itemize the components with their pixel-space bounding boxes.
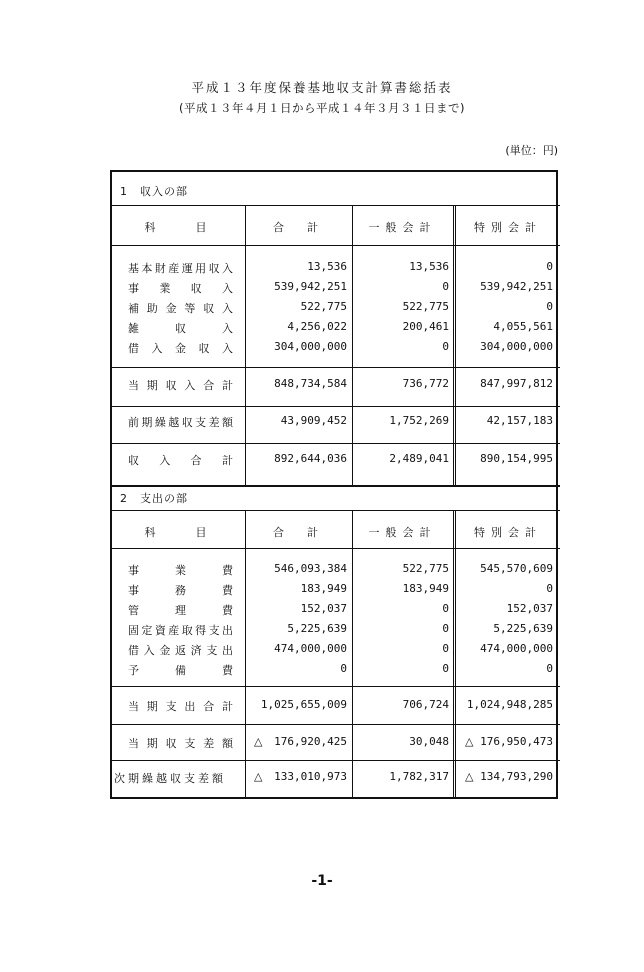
rule — [112, 443, 560, 444]
row-label: 借入金返済支出 — [128, 644, 233, 657]
cell-general: 200,461 — [402, 320, 449, 333]
cell-general: 13,536 — [409, 260, 449, 273]
negative-mark: △ — [465, 735, 474, 748]
row-label: 事業費 — [128, 564, 233, 577]
cell-special: 474,000,000 — [480, 642, 553, 655]
cell-general: 522,775 — [402, 562, 449, 575]
cell-general: 736,772 — [402, 377, 449, 390]
cell-special: 5,225,639 — [493, 622, 553, 635]
cell-general: 0 — [442, 642, 449, 655]
cell-special: 890,154,995 — [480, 452, 553, 465]
table-row — [112, 602, 560, 622]
carryover-row — [112, 414, 560, 434]
row-label: 管理費 — [128, 604, 233, 617]
table-row — [112, 642, 560, 662]
header-special: 特別会計 — [474, 221, 542, 234]
row-label: 事務費 — [128, 584, 233, 597]
cell-general: 0 — [442, 280, 449, 293]
row-label: 補助金等収入 — [128, 302, 233, 315]
cell-general: 183,949 — [402, 582, 449, 595]
header-item: 科 目 — [144, 526, 213, 539]
summary-table — [110, 170, 558, 799]
table-row — [112, 320, 560, 340]
cell-total: 539,942,251 — [274, 280, 347, 293]
row-label: 借入金収入 — [128, 342, 233, 355]
row-label: 収入合計 — [128, 454, 233, 467]
cell-special: 847,997,812 — [480, 377, 553, 390]
expense-section-label: 2 支出の部 — [120, 492, 188, 505]
header-total: 合 計 — [273, 526, 324, 539]
cell-special: 134,793,290 — [480, 770, 553, 783]
unit-label: (単位：円) — [505, 144, 558, 157]
negative-mark: △ — [254, 770, 263, 783]
cell-general: 0 — [442, 340, 449, 353]
next-carryover-row — [112, 770, 560, 790]
table-row — [112, 280, 560, 300]
cell-total: 5,225,639 — [287, 622, 347, 635]
header-total: 合 計 — [273, 221, 324, 234]
cell-special: 304,000,000 — [480, 340, 553, 353]
rule — [112, 205, 560, 206]
page-number: -1- — [311, 873, 333, 889]
cell-general: 0 — [442, 662, 449, 675]
table-row — [112, 622, 560, 642]
cell-general: 0 — [442, 622, 449, 635]
cell-total: 848,734,584 — [274, 377, 347, 390]
row-label: 固定資産取得支出 — [128, 624, 233, 637]
rule — [112, 245, 560, 246]
cell-special: 0 — [546, 662, 553, 675]
table-row — [112, 340, 560, 360]
cell-total: 1,025,655,009 — [260, 698, 347, 711]
cell-total: 183,949 — [300, 582, 347, 595]
rule — [112, 686, 560, 687]
rule — [112, 760, 560, 761]
subtotal-row — [112, 377, 560, 397]
cell-general: 1,752,269 — [389, 414, 449, 427]
cell-special: 539,942,251 — [480, 280, 553, 293]
header-general: 一般会計 — [368, 526, 437, 539]
table-row — [112, 582, 560, 602]
header-special: 特別会計 — [474, 526, 542, 539]
cell-total: 522,775 — [300, 300, 347, 313]
cell-special: 4,055,561 — [493, 320, 553, 333]
header-general: 一般会計 — [368, 221, 437, 234]
row-label: 基本財産運用収入 — [128, 262, 233, 275]
cell-special: 1,024,948,285 — [466, 698, 553, 711]
cell-total: 0 — [340, 662, 347, 675]
cell-general: 1,782,317 — [389, 770, 449, 783]
cell-total: 152,037 — [300, 602, 347, 615]
document-title: 平成１３年度保養基地収支計算書総括表 — [191, 80, 453, 95]
cell-special: 0 — [546, 260, 553, 273]
rule — [112, 510, 560, 511]
cell-total: 4,256,022 — [287, 320, 347, 333]
grand-total-row — [112, 452, 560, 472]
row-label: 雑収入 — [128, 322, 233, 335]
row-label: 事業収入 — [128, 282, 233, 295]
cell-total: 176,920,425 — [274, 735, 347, 748]
negative-mark: △ — [465, 770, 474, 783]
cell-special: 0 — [546, 582, 553, 595]
cell-special: 152,037 — [506, 602, 553, 615]
table-row — [112, 260, 560, 280]
rule — [112, 367, 560, 368]
cell-total: 13,536 — [307, 260, 347, 273]
cell-total: 133,010,973 — [274, 770, 347, 783]
cell-special: 545,570,609 — [480, 562, 553, 575]
cell-special: 42,157,183 — [486, 414, 553, 427]
cell-total: 546,093,384 — [274, 562, 347, 575]
cell-total: 892,644,036 — [274, 452, 347, 465]
rule — [112, 548, 560, 549]
income-section-label: 1 収入の部 — [120, 185, 188, 198]
section-rule — [112, 485, 560, 487]
cell-total: 304,000,000 — [274, 340, 347, 353]
document-period: (平成１３年４月１日から平成１４年３月３１日まで) — [179, 101, 465, 115]
table-row — [112, 562, 560, 582]
subtotal-row — [112, 698, 560, 718]
row-label: 前期繰越収支差額 — [128, 416, 233, 429]
cell-general: 522,775 — [402, 300, 449, 313]
row-label: 次期繰越収支差額 — [114, 772, 226, 785]
cell-special: 0 — [546, 300, 553, 313]
cell-general: 2,489,041 — [389, 452, 449, 465]
row-label: 当期支出合計 — [128, 700, 233, 713]
negative-mark: △ — [254, 735, 263, 748]
cell-general: 706,724 — [402, 698, 449, 711]
table-row — [112, 662, 560, 682]
table-row — [112, 300, 560, 320]
rule — [112, 406, 560, 407]
cell-general: 30,048 — [409, 735, 449, 748]
header-item: 科 目 — [144, 221, 213, 234]
rule — [112, 724, 560, 725]
row-label: 当期収入合計 — [128, 379, 233, 392]
row-label: 当期収支差額 — [128, 737, 233, 750]
cell-general: 0 — [442, 602, 449, 615]
cell-total: 474,000,000 — [274, 642, 347, 655]
balance-row — [112, 735, 560, 755]
cell-total: 43,909,452 — [280, 414, 347, 427]
row-label: 予備費 — [128, 664, 233, 677]
cell-special: 176,950,473 — [480, 735, 553, 748]
